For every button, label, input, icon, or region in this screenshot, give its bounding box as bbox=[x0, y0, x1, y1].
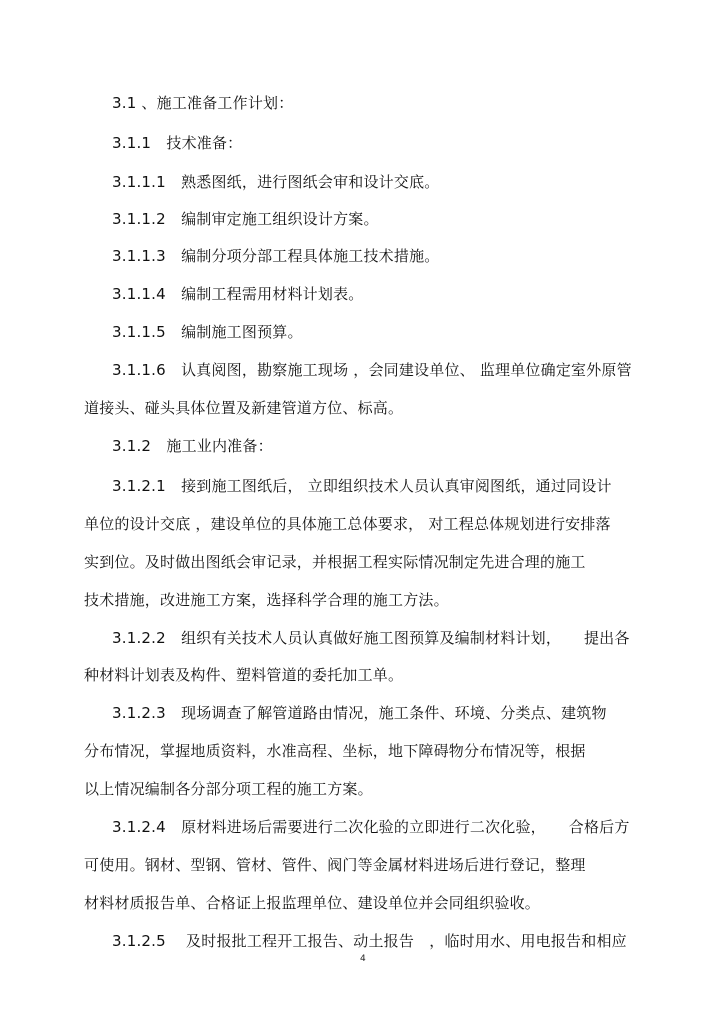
item-3-1-2-4-cont-1: 可使用。钢材、型钢、管材、管件、阀门等金属材料进场后进行登记，整理 bbox=[84, 856, 586, 874]
heading-3-1-1: 3.1.1 技术准备： bbox=[112, 134, 243, 152]
item-3-1-2-3-cont-1: 分布情况，掌握地质资料，水准高程、坐标，地下障碍物分布情况等，根据 bbox=[84, 742, 586, 760]
item-3-1-2-2: 3.1.2.2 组织有关技术人员认真做好施工图预算及编制材料计划， 提出各 bbox=[112, 629, 630, 647]
page-number: 4 bbox=[360, 954, 366, 964]
item-3-1-2-4: 3.1.2.4 原材料进场后需要进行二次化验的立即进行二次化验， 合格后方 bbox=[112, 818, 630, 836]
item-3-1-1-1: 3.1.1.1 熟悉图纸，进行图纸会审和设计交底。 bbox=[112, 173, 440, 191]
item-3-1-1-4: 3.1.1.4 编制工程需用材料计划表。 bbox=[112, 285, 364, 303]
item-3-1-1-6-cont: 道接头、碰头具体位置及新建管道方位、标高。 bbox=[84, 399, 404, 417]
heading-3-1: 3.1 、施工准备工作计划： bbox=[112, 94, 294, 112]
item-3-1-2-1-cont-1: 单位的设计交底 ，建设单位的具体施工总体要求， 对工程总体规划进行安排落 bbox=[84, 515, 611, 533]
item-3-1-2-5: 3.1.2.5 及时报批工程开工报告、动土报告 ，临时用水、用电报告和相应 bbox=[112, 932, 627, 950]
item-3-1-2-3: 3.1.2.3 现场调查了解管道路由情况，施工条件、环境、分类点、建筑物 bbox=[112, 704, 607, 722]
item-3-1-2-1-cont-3: 技术措施，改进施工方案，选择科学合理的施工方法。 bbox=[84, 591, 449, 609]
item-3-1-1-3: 3.1.1.3 编制分项分部工程具体施工技术措施。 bbox=[112, 247, 440, 265]
item-3-1-2-1: 3.1.2.1 接到施工图纸后， 立即组织技术人员认真审阅图纸，通过同设计 bbox=[112, 477, 612, 495]
item-3-1-2-3-cont-2: 以上情况编制各分部分项工程的施工方案。 bbox=[84, 780, 373, 798]
heading-3-1-2: 3.1.2 施工业内准备： bbox=[112, 437, 273, 455]
item-3-1-2-2-cont: 种材料计划表及构件、塑料管道的委托加工单。 bbox=[84, 666, 404, 684]
item-3-1-1-2: 3.1.1.2 编制审定施工组织设计方案。 bbox=[112, 210, 379, 228]
item-3-1-2-1-cont-2: 实到位。及时做出图纸会审记录，并根据工程实际情况制定先进合理的施工 bbox=[84, 553, 586, 571]
item-3-1-1-5: 3.1.1.5 编制施工图预算。 bbox=[112, 323, 303, 341]
item-3-1-2-4-cont-2: 材料材质报告单、合格证上报监理单位、建设单位并会同组织验收。 bbox=[84, 894, 541, 912]
item-3-1-1-6: 3.1.1.6 认真阅图，勘察施工现场 ，会同建设单位、 监理单位确定室外原管 bbox=[112, 361, 632, 379]
